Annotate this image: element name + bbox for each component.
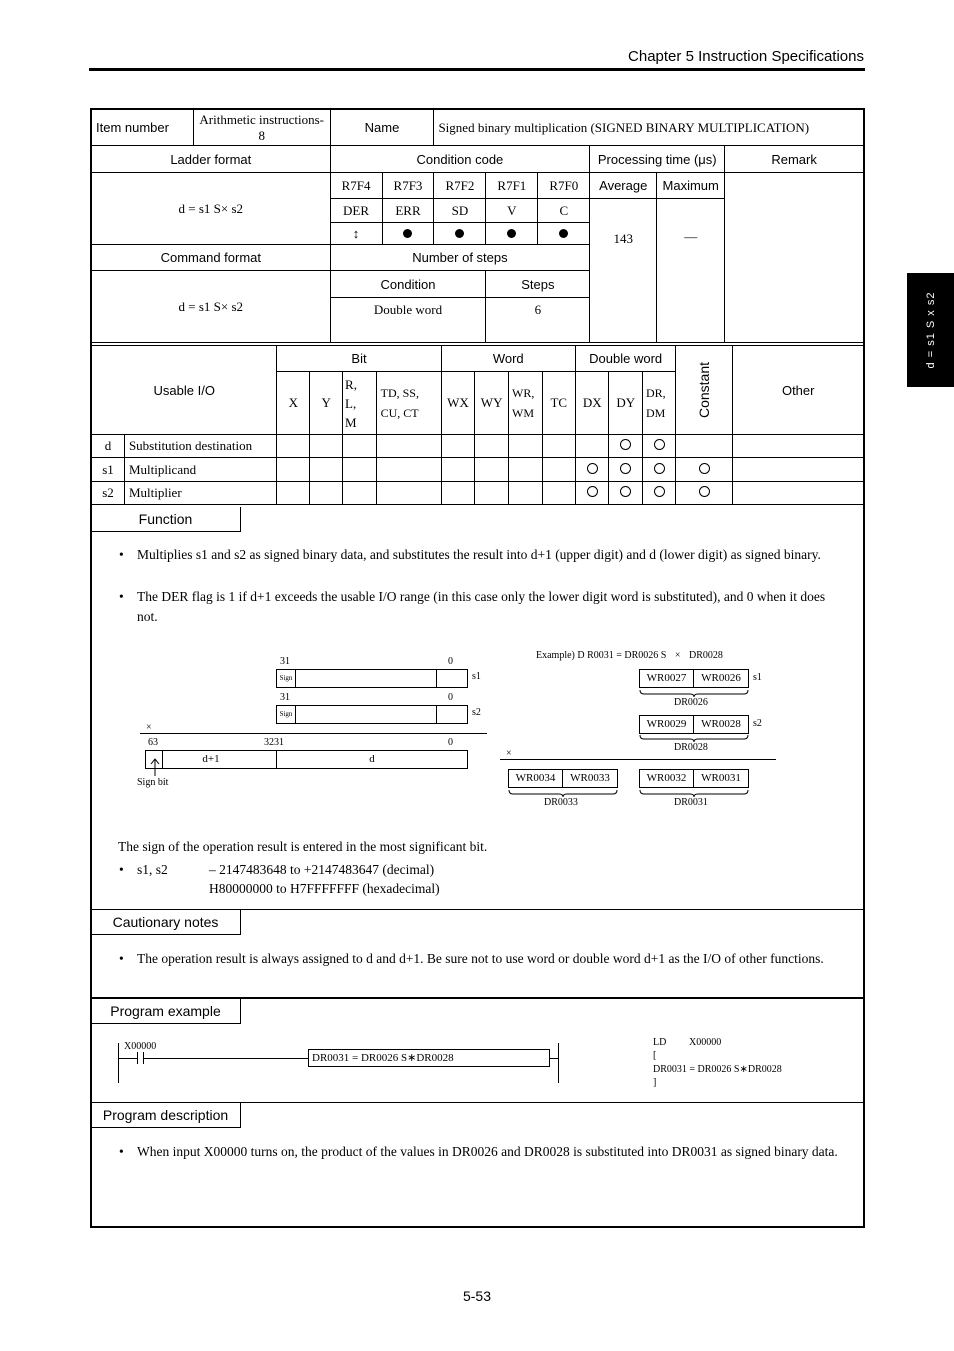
condition-label: Condition (330, 271, 486, 298)
processing-time-label: Processing time (μs) (590, 146, 725, 173)
dr0026-label: DR0026 (674, 697, 708, 708)
program-description-bullet-text: When input X00000 turns on, the product of the values in DR0026 and DR0028 is substituted into DR0031 as signed binary data. (137, 1144, 838, 1159)
cc-state-v (486, 223, 538, 245)
double-word-label: Double word (575, 346, 675, 372)
bit-label: Bit (277, 346, 441, 372)
col-dx: DX (575, 372, 609, 435)
result-bit63: 63 (148, 737, 158, 748)
brace-icon (508, 789, 618, 797)
program-description-bullet (119, 1142, 849, 1162)
range-name-text: s1, s2 (137, 862, 168, 877)
brace-icon (639, 689, 749, 697)
wr0026-cell: WR0026 (693, 669, 749, 688)
cc-flag-2: SD (434, 199, 486, 223)
word-label: Word (441, 346, 575, 372)
contact-icon (137, 1052, 138, 1064)
page-number: 5-53 (462, 1288, 492, 1304)
constant-label (676, 346, 733, 435)
io-row (92, 482, 864, 505)
dr0031-label: DR0031 (674, 797, 708, 808)
example-title-lhs: Example) D R0031 = DR0026 S (536, 650, 667, 661)
program-description-label: Program description (91, 1103, 241, 1128)
steps-value: 6 (486, 298, 590, 343)
arithmetic-box: DR0031 = DR0026 S∗DR0028 (308, 1049, 550, 1067)
io-row-desc: Multiplier (124, 482, 277, 505)
usable-circle-icon (654, 463, 665, 474)
range-decimal: – 2147483648 to +2147483647 (decimal) (209, 862, 435, 877)
command-format-label: Command format (92, 245, 331, 271)
cc-flag-4: C (538, 199, 590, 223)
result-bit0: 0 (448, 737, 453, 748)
maximum-value: — (657, 199, 725, 343)
usable-circle-icon (654, 439, 665, 450)
s1-bit0: 0 (448, 656, 453, 667)
s2-tag: s2 (472, 707, 481, 718)
s2-bit31: 31 (280, 692, 290, 703)
col-y: Y (310, 372, 343, 435)
brace-icon (639, 789, 749, 797)
item-number-label: Item number (92, 110, 194, 146)
number-of-steps-label: Number of steps (330, 245, 590, 271)
contact-label: X00000 (124, 1041, 157, 1052)
s2-lsb-cell (436, 705, 468, 724)
function-bullet-1 (119, 545, 849, 565)
usable-circle-icon (654, 486, 665, 497)
io-row-desc: Multiplicand (124, 458, 277, 482)
bullet-icon: • (119, 951, 124, 966)
changes-dot-icon (455, 229, 464, 238)
usable-circle-icon (587, 486, 598, 497)
col-wx: WX (441, 372, 475, 435)
cc-reg-1: R7F3 (382, 173, 434, 199)
col-wr: WR, WM (509, 372, 543, 435)
cc-flag-1: ERR (382, 199, 434, 223)
cc-flag-0: DER (330, 199, 382, 223)
wr0028-cell: WR0028 (693, 715, 749, 734)
list-open: [ (653, 1050, 657, 1061)
side-tab-label: d = s1 S x s2 (924, 291, 937, 369)
brace-icon (639, 734, 749, 742)
col-rlm: R, L, M (343, 372, 377, 435)
s1-bit31: 31 (280, 656, 290, 667)
dr0033-label: DR0033 (544, 797, 578, 808)
changes-dot-icon (403, 229, 412, 238)
spec-table (91, 109, 864, 343)
s1-sign-cell: Sign (276, 669, 296, 688)
cautionary-bullet-text: The operation result is always assigned to d and d+1. Be sure not to use word or double word d+1 as the I/O of other functions. (137, 951, 824, 966)
usable-io-table (91, 345, 864, 505)
ladder-format-label: Ladder format (92, 146, 331, 173)
list-stmt: DR0031 = DR0026 S∗DR0028 (653, 1064, 782, 1075)
dr0028-label: DR0028 (674, 742, 708, 753)
wr0029-cell: WR0029 (639, 715, 694, 734)
function-label: Function (91, 507, 241, 532)
function-bullet-1-text: Multiplies s1 and s2 as signed binary data, and substitutes the result into d+1 (upper digit) and d (lower digit) as signed binary. (137, 547, 821, 562)
condition-value: Double word (330, 298, 486, 343)
example-s1-tag: s1 (753, 672, 762, 683)
rung-wire (119, 1058, 137, 1059)
wr0032-cell: WR0032 (639, 769, 694, 788)
col-wy: WY (475, 372, 509, 435)
item-number-value: Arithmetic instructions-8 (193, 110, 330, 146)
list-ld-operand: X00000 (689, 1037, 722, 1048)
usable-circle-icon (699, 486, 710, 497)
col-td: TD, SS, CU, CT (376, 372, 441, 435)
chapter-header: Chapter 5 Instruction Specifications (628, 48, 864, 65)
sign-bit-caption: Sign bit (137, 777, 169, 788)
example-s2-tag: s2 (753, 718, 762, 729)
program-example-label: Program example (91, 999, 241, 1024)
function-bullet-2-text: The DER flag is 1 if d+1 exceeds the usable I/O range (in this case only the lower digit word is substituted), and 0 when it does not. (137, 589, 826, 624)
example-multiply-sign: × (506, 748, 512, 759)
cc-flag-3: V (486, 199, 538, 223)
cautionary-label: Cautionary notes (91, 910, 241, 935)
right-power-rail (558, 1043, 559, 1083)
io-row-code: s2 (92, 482, 125, 505)
example-times: × (674, 650, 681, 661)
remark-label: Remark (725, 146, 864, 173)
usable-circle-icon (620, 486, 631, 497)
maximum-label: Maximum (657, 173, 725, 199)
wr0034-cell: WR0034 (508, 769, 563, 788)
bullet-icon: • (119, 547, 124, 562)
s1-tag: s1 (472, 671, 481, 682)
changes-dot-icon (507, 229, 516, 238)
average-label: Average (590, 173, 657, 199)
steps-label: Steps (486, 271, 590, 298)
bullet-icon: • (119, 1144, 124, 1159)
cautionary-bullet (119, 949, 849, 969)
usable-circle-icon (587, 463, 598, 474)
cc-state-c (538, 223, 590, 245)
rung-wire (144, 1058, 308, 1059)
cc-state-sd (434, 223, 486, 245)
list-ld: LD (653, 1037, 667, 1048)
s1-lsb-cell (436, 669, 468, 688)
col-x: X (277, 372, 310, 435)
io-row (92, 435, 864, 458)
name-value: Signed binary multiplication (SIGNED BINARY MULTIPLICATION) (434, 110, 864, 146)
up-arrow-icon (148, 757, 162, 777)
average-value: 143 (590, 199, 657, 343)
header-rule (89, 68, 865, 71)
result-d: d (276, 750, 468, 769)
constant-label-text: Constant (696, 361, 713, 419)
example-result-rule (500, 759, 776, 760)
rung-wire (550, 1058, 558, 1059)
command-format-value: d = s1 S× s2 (92, 271, 331, 343)
list-close: ] (653, 1077, 657, 1088)
wr0033-cell: WR0033 (562, 769, 618, 788)
io-row (92, 458, 864, 482)
left-power-rail (118, 1043, 119, 1083)
example-title (536, 650, 723, 661)
cc-reg-3: R7F1 (486, 173, 538, 199)
cc-state-der: ↕ (330, 223, 382, 245)
s2-sign-cell: Sign (276, 705, 296, 724)
remark-cell (725, 173, 864, 343)
example-title-rhs: DR0028 (689, 650, 723, 661)
name-label: Name (330, 110, 434, 146)
s2-bit0: 0 (448, 692, 453, 703)
changes-dot-icon (559, 229, 568, 238)
condition-code-label: Condition code (330, 146, 590, 173)
usable-io-label: Usable I/O (92, 346, 277, 435)
result-bit3231: 3231 (264, 737, 284, 748)
wr0027-cell: WR0027 (639, 669, 694, 688)
cc-reg-4: R7F0 (538, 173, 590, 199)
range-name (119, 860, 168, 880)
cc-reg-2: R7F2 (434, 173, 486, 199)
range-hex: H80000000 to H7FFFFFFF (hexadecimal) (209, 881, 440, 896)
usable-circle-icon (699, 463, 710, 474)
multiply-sign: × (146, 722, 152, 733)
usable-circle-icon (620, 439, 631, 450)
io-row-code: d (92, 435, 125, 458)
side-tab (907, 273, 954, 387)
result-rule (140, 733, 487, 734)
usable-circle-icon (620, 463, 631, 474)
col-tc: TC (542, 372, 575, 435)
col-dr: DR, DM (642, 372, 675, 435)
cc-reg-0: R7F4 (330, 173, 382, 199)
sign-note: The sign of the operation result is entered in the most significant bit. (118, 839, 488, 854)
bullet-icon: • (119, 862, 124, 877)
io-row-code: s1 (92, 458, 125, 482)
cc-state-err (382, 223, 434, 245)
io-row-desc: Substitution destination (124, 435, 277, 458)
bullet-icon: • (119, 589, 124, 604)
function-bullet-2 (119, 587, 849, 627)
ladder-format-value: d = s1 S× s2 (92, 173, 331, 245)
col-dy: DY (609, 372, 643, 435)
result-d-plus-1: d+1 (145, 750, 277, 769)
other-label: Other (733, 346, 864, 435)
wr0031-cell: WR0031 (693, 769, 749, 788)
